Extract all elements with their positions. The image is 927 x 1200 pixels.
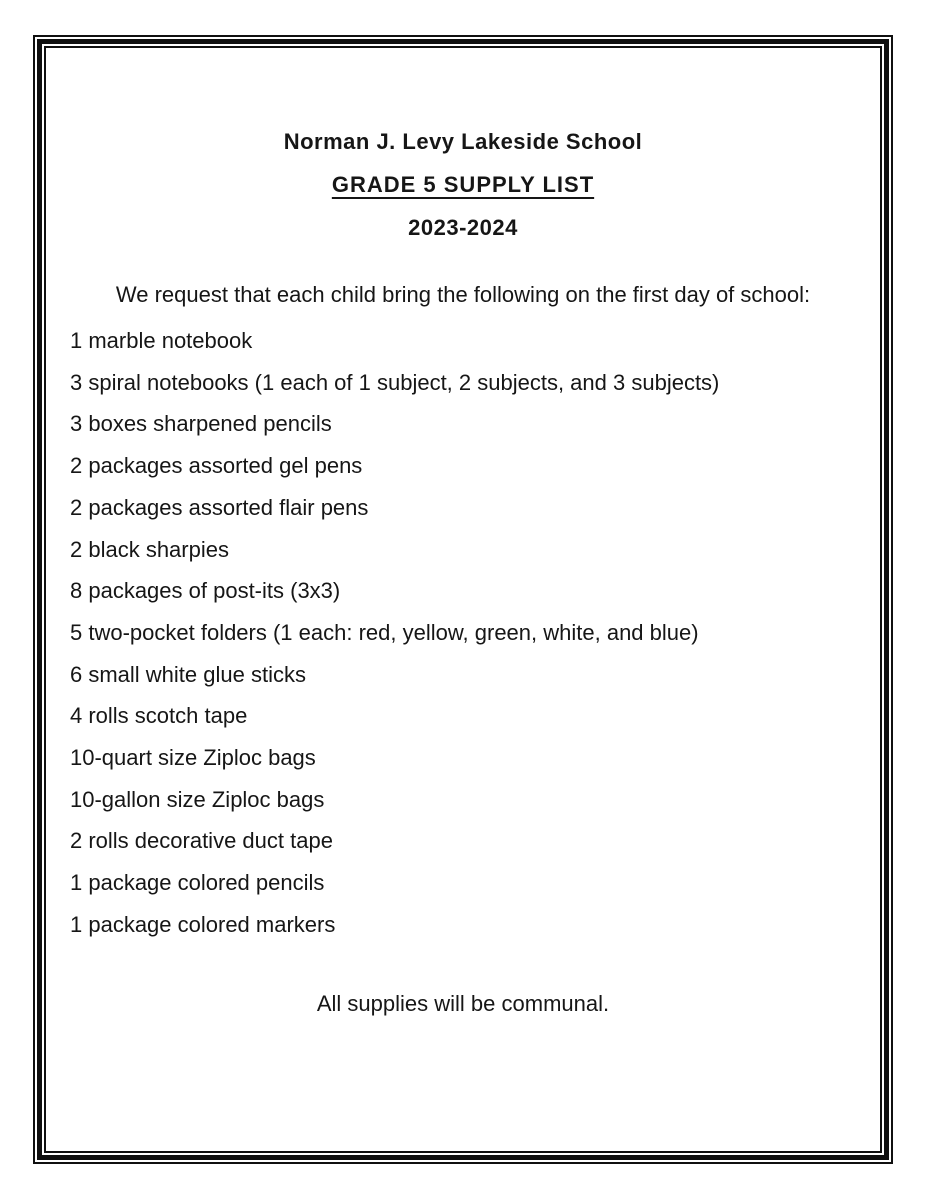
- list-item: 1 marble notebook: [70, 328, 253, 353]
- list-item: 2 black sharpies: [70, 536, 229, 562]
- document-frame: [33, 35, 893, 1164]
- list-item: 10-quart size Ziploc bags: [70, 745, 316, 771]
- document-frame-inner: [44, 46, 882, 1153]
- supply-list-title: GRADE 5 SUPPLY LIST: [331, 172, 595, 197]
- list-item: 8 packages of post-its (3x3): [70, 578, 341, 604]
- list-item: 2 packages assorted gel pens: [70, 453, 363, 479]
- list-item: 10-gallon size Ziploc bags: [70, 786, 325, 812]
- list-item: 1 package colored markers: [70, 911, 336, 937]
- document-frame-mid: [37, 39, 889, 1160]
- list-item: 2 rolls decorative duct tape: [70, 828, 333, 854]
- supply-list-title-line: [70, 163, 856, 206]
- list-item: 2 packages assorted flair pens: [70, 494, 369, 520]
- list-item: 3 boxes sharpened pencils: [70, 411, 332, 437]
- list-item: 1 package colored pencils: [70, 870, 325, 896]
- list-item: 6 small white glue sticks: [70, 661, 306, 687]
- list-item: 4 rolls scotch tape: [70, 703, 248, 729]
- document-content: [46, 48, 880, 1019]
- list-item: 5 two-pocket folders (1 each: red, yellow, green, white, and blue): [70, 619, 699, 645]
- list-item: 3 spiral notebooks (1 each of 1 subject, 2 subjects, and 3 subjects): [70, 369, 720, 395]
- supply-list: [70, 320, 856, 946]
- school-year: 2023-2024: [408, 215, 518, 240]
- school-name: Norman J. Levy Lakeside School: [283, 129, 643, 154]
- intro-text: We request that each child bring the following on the first day of school:: [115, 282, 811, 307]
- communal-note: All supplies will be communal.: [316, 990, 610, 1016]
